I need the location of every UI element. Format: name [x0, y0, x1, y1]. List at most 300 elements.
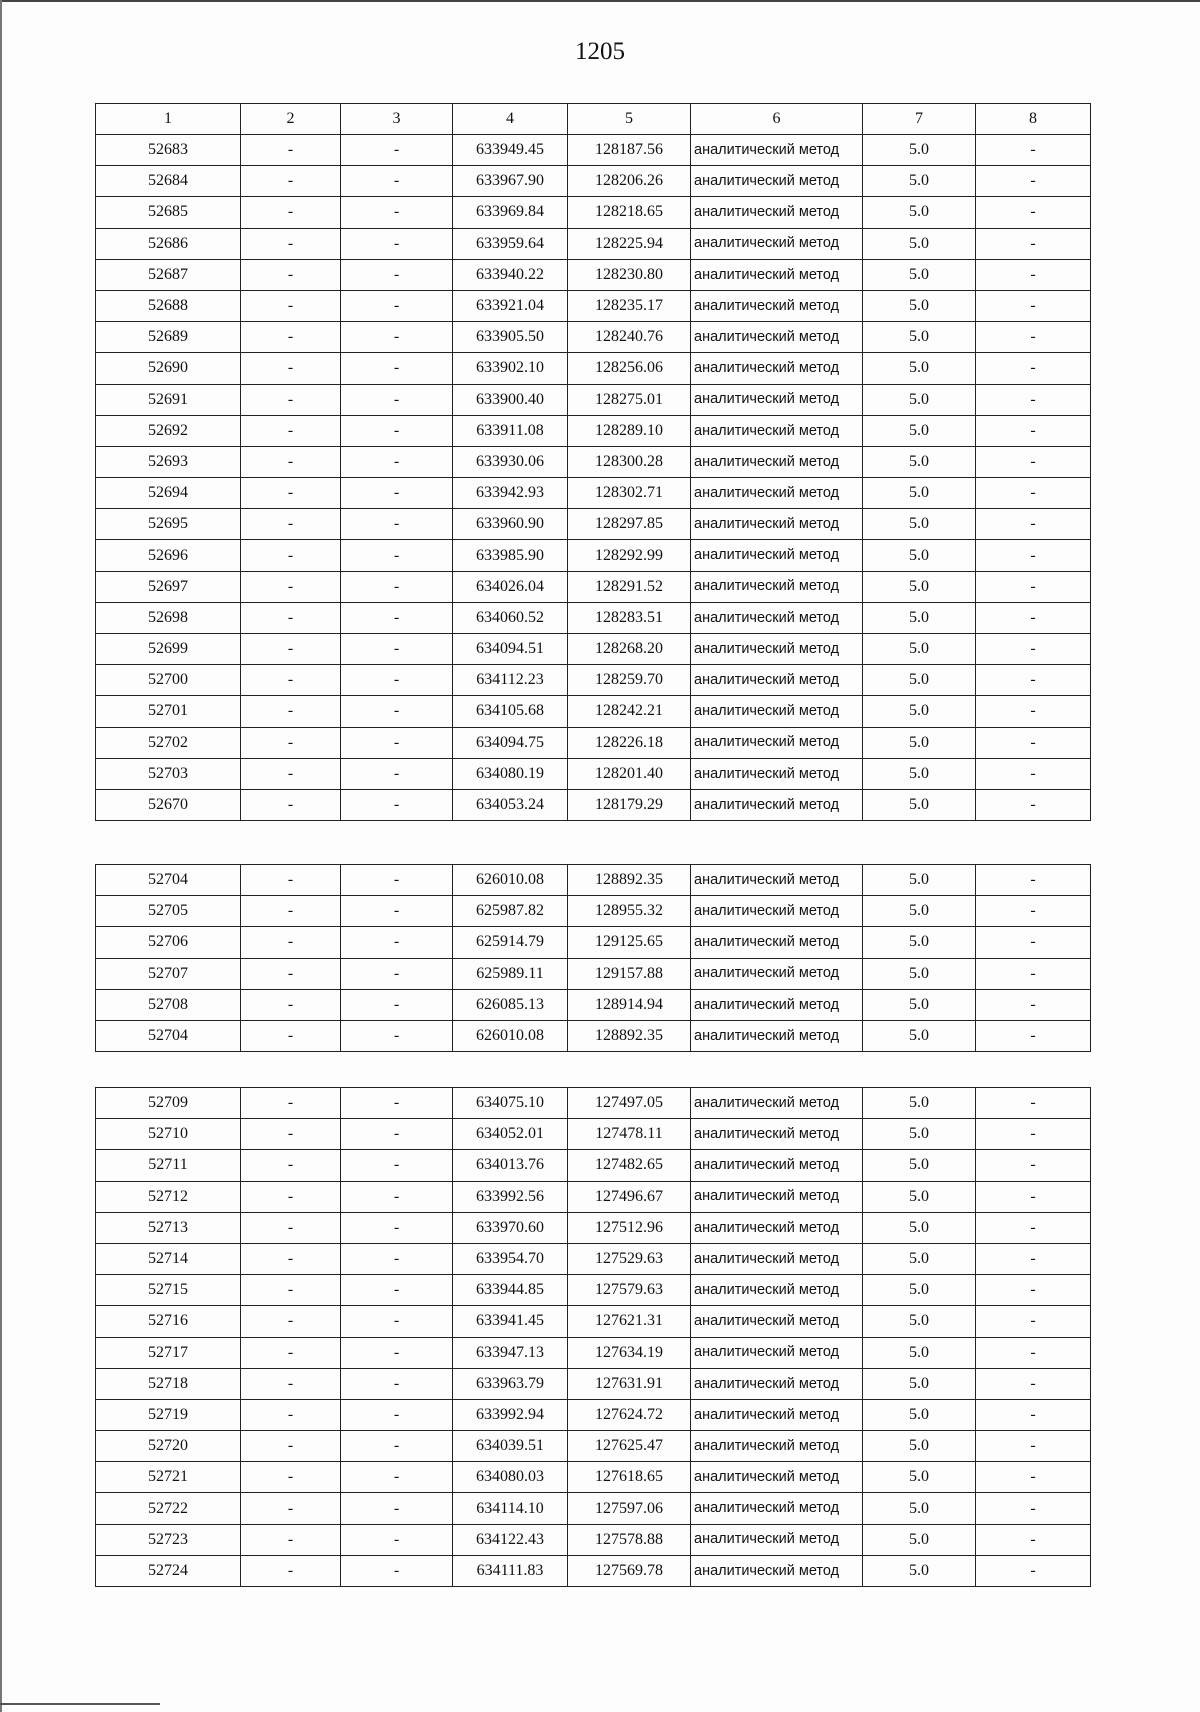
table-row — [96, 228, 1091, 259]
cell-accuracy: 5.0 — [863, 758, 976, 789]
cell-method: аналитический метод — [691, 1119, 863, 1150]
cell-coord-y: 128914.94 — [568, 989, 691, 1020]
cell-col-8: - — [976, 135, 1091, 166]
table-row — [96, 135, 1091, 166]
cell-accuracy: 5.0 — [863, 634, 976, 665]
cell-coord-x: 633992.56 — [453, 1181, 568, 1212]
cell-col-8: - — [976, 290, 1091, 321]
cell-method: аналитический метод — [691, 197, 863, 228]
cell-col-3: - — [341, 197, 453, 228]
header-coord-y: 5 — [568, 104, 691, 135]
cell-point-number: 52685 — [96, 197, 241, 228]
cell-coord-x: 633900.40 — [453, 384, 568, 415]
cell-col-3: - — [341, 1150, 453, 1181]
cell-col-8: - — [976, 602, 1091, 633]
table-row — [96, 197, 1091, 228]
cell-point-number: 52683 — [96, 135, 241, 166]
cell-coord-x: 633970.60 — [453, 1212, 568, 1243]
cell-coord-y: 127497.05 — [568, 1088, 691, 1119]
cell-accuracy: 5.0 — [863, 478, 976, 509]
cell-accuracy: 5.0 — [863, 322, 976, 353]
cell-accuracy: 5.0 — [863, 1088, 976, 1119]
cell-coord-y: 128297.85 — [568, 509, 691, 540]
cell-method: аналитический метод — [691, 602, 863, 633]
cell-coord-x: 626085.13 — [453, 989, 568, 1020]
table-row — [96, 322, 1091, 353]
cell-coord-x: 633905.50 — [453, 322, 568, 353]
cell-accuracy: 5.0 — [863, 353, 976, 384]
cell-col-3: - — [341, 865, 453, 896]
cell-coord-y: 128235.17 — [568, 290, 691, 321]
cell-coord-y: 127496.67 — [568, 1181, 691, 1212]
cell-col-3: - — [341, 927, 453, 958]
cell-coord-y: 128892.35 — [568, 1020, 691, 1051]
cell-col-2: - — [241, 634, 341, 665]
cell-accuracy: 5.0 — [863, 1275, 976, 1306]
table-row — [96, 602, 1091, 633]
cell-col-8: - — [976, 958, 1091, 989]
cell-coord-y: 127578.88 — [568, 1524, 691, 1555]
cell-accuracy: 5.0 — [863, 896, 976, 927]
cell-col-2: - — [241, 958, 341, 989]
cell-coord-y: 127634.19 — [568, 1337, 691, 1368]
cell-coord-x: 633944.85 — [453, 1275, 568, 1306]
cell-col-8: - — [976, 696, 1091, 727]
cell-col-3: - — [341, 1212, 453, 1243]
cell-method: аналитический метод — [691, 1524, 863, 1555]
cell-method: аналитический метод — [691, 789, 863, 820]
cell-method: аналитический метод — [691, 865, 863, 896]
header-col-3: 3 — [341, 104, 453, 135]
cell-point-number: 52689 — [96, 322, 241, 353]
table-row — [96, 634, 1091, 665]
cell-method: аналитический метод — [691, 1212, 863, 1243]
cell-col-8: - — [976, 1337, 1091, 1368]
cell-method: аналитический метод — [691, 228, 863, 259]
cell-point-number: 52706 — [96, 927, 241, 958]
cell-accuracy: 5.0 — [863, 384, 976, 415]
cell-method: аналитический метод — [691, 1462, 863, 1493]
cell-point-number: 52687 — [96, 259, 241, 290]
cell-coord-y: 128225.94 — [568, 228, 691, 259]
cell-point-number: 52695 — [96, 509, 241, 540]
cell-coord-x: 633985.90 — [453, 540, 568, 571]
cell-point-number: 52697 — [96, 571, 241, 602]
cell-coord-x: 625914.79 — [453, 927, 568, 958]
cell-coord-x: 634052.01 — [453, 1119, 568, 1150]
cell-col-3: - — [341, 602, 453, 633]
cell-col-3: - — [341, 353, 453, 384]
table-row — [96, 696, 1091, 727]
cell-coord-x: 633960.90 — [453, 509, 568, 540]
coordinates-table-block-3 — [95, 1087, 1091, 1587]
cell-point-number: 52702 — [96, 727, 241, 758]
cell-point-number: 52694 — [96, 478, 241, 509]
cell-col-3: - — [341, 1119, 453, 1150]
cell-accuracy: 5.0 — [863, 696, 976, 727]
cell-col-2: - — [241, 1020, 341, 1051]
cell-col-2: - — [241, 135, 341, 166]
cell-method: аналитический метод — [691, 322, 863, 353]
table-row — [96, 290, 1091, 321]
cell-method: аналитический метод — [691, 415, 863, 446]
cell-coord-y: 128955.32 — [568, 896, 691, 927]
cell-coord-y: 128268.20 — [568, 634, 691, 665]
cell-coord-x: 634060.52 — [453, 602, 568, 633]
cell-accuracy: 5.0 — [863, 1212, 976, 1243]
cell-col-3: - — [341, 1493, 453, 1524]
cell-coord-y: 128892.35 — [568, 865, 691, 896]
cell-accuracy: 5.0 — [863, 665, 976, 696]
cell-accuracy: 5.0 — [863, 259, 976, 290]
cell-col-8: - — [976, 1150, 1091, 1181]
cell-point-number: 52692 — [96, 415, 241, 446]
cell-accuracy: 5.0 — [863, 1462, 976, 1493]
cell-col-8: - — [976, 166, 1091, 197]
cell-coord-y: 128289.10 — [568, 415, 691, 446]
cell-col-8: - — [976, 259, 1091, 290]
bottom-border-line — [0, 1703, 160, 1705]
cell-col-3: - — [341, 1020, 453, 1051]
table-row — [96, 1020, 1091, 1051]
table-row — [96, 571, 1091, 602]
cell-col-3: - — [341, 1243, 453, 1274]
cell-col-2: - — [241, 1337, 341, 1368]
cell-col-2: - — [241, 353, 341, 384]
cell-coord-y: 128275.01 — [568, 384, 691, 415]
cell-point-number: 52722 — [96, 1493, 241, 1524]
cell-col-3: - — [341, 290, 453, 321]
cell-col-2: - — [241, 1306, 341, 1337]
cell-coord-y: 128292.99 — [568, 540, 691, 571]
cell-coord-y: 127512.96 — [568, 1212, 691, 1243]
cell-coord-x: 633911.08 — [453, 415, 568, 446]
cell-col-8: - — [976, 1306, 1091, 1337]
cell-coord-y: 128206.26 — [568, 166, 691, 197]
coordinates-table-block-1 — [95, 103, 1091, 821]
cell-coord-y: 127624.72 — [568, 1399, 691, 1430]
cell-accuracy: 5.0 — [863, 1555, 976, 1586]
table-row — [96, 478, 1091, 509]
cell-point-number: 52700 — [96, 665, 241, 696]
cell-coord-x: 633942.93 — [453, 478, 568, 509]
cell-point-number: 52703 — [96, 758, 241, 789]
cell-col-3: - — [341, 228, 453, 259]
cell-col-2: - — [241, 446, 341, 477]
cell-coord-y: 128283.51 — [568, 602, 691, 633]
cell-method: аналитический метод — [691, 1243, 863, 1274]
cell-col-8: - — [976, 896, 1091, 927]
cell-col-3: - — [341, 665, 453, 696]
table-row — [96, 1119, 1091, 1150]
cell-col-3: - — [341, 1431, 453, 1462]
cell-col-2: - — [241, 927, 341, 958]
cell-col-2: - — [241, 1150, 341, 1181]
cell-method: аналитический метод — [691, 290, 863, 321]
cell-method: аналитический метод — [691, 1493, 863, 1524]
cell-coord-y: 127621.31 — [568, 1306, 691, 1337]
table-row — [96, 1524, 1091, 1555]
cell-col-2: - — [241, 1088, 341, 1119]
table-row — [96, 415, 1091, 446]
cell-col-2: - — [241, 602, 341, 633]
cell-col-3: - — [341, 696, 453, 727]
table-row — [96, 1243, 1091, 1274]
cell-coord-x: 625987.82 — [453, 896, 568, 927]
cell-method: аналитический метод — [691, 696, 863, 727]
cell-method: аналитический метод — [691, 571, 863, 602]
top-border-line — [0, 0, 1200, 2]
cell-col-2: - — [241, 989, 341, 1020]
cell-coord-x: 633959.64 — [453, 228, 568, 259]
cell-col-2: - — [241, 571, 341, 602]
cell-col-3: - — [341, 135, 453, 166]
cell-coord-y: 128291.52 — [568, 571, 691, 602]
cell-method: аналитический метод — [691, 896, 863, 927]
header-coord-x: 4 — [453, 104, 568, 135]
cell-accuracy: 5.0 — [863, 1431, 976, 1462]
cell-point-number: 52715 — [96, 1275, 241, 1306]
cell-method: аналитический метод — [691, 758, 863, 789]
table-row — [96, 509, 1091, 540]
cell-method: аналитический метод — [691, 166, 863, 197]
cell-accuracy: 5.0 — [863, 865, 976, 896]
cell-point-number: 52704 — [96, 865, 241, 896]
cell-col-3: - — [341, 478, 453, 509]
cell-col-8: - — [976, 727, 1091, 758]
cell-coord-x: 634094.51 — [453, 634, 568, 665]
table-row — [96, 665, 1091, 696]
cell-method: аналитический метод — [691, 1306, 863, 1337]
cell-coord-x: 634080.03 — [453, 1462, 568, 1493]
cell-col-8: - — [976, 446, 1091, 477]
cell-col-8: - — [976, 1243, 1091, 1274]
cell-col-8: - — [976, 1462, 1091, 1493]
cell-coord-x: 634053.24 — [453, 789, 568, 820]
cell-coord-x: 634080.19 — [453, 758, 568, 789]
cell-method: аналитический метод — [691, 446, 863, 477]
cell-col-2: - — [241, 1368, 341, 1399]
cell-accuracy: 5.0 — [863, 1243, 976, 1274]
header-row — [96, 104, 1091, 135]
cell-coord-x: 634114.10 — [453, 1493, 568, 1524]
table-row — [96, 989, 1091, 1020]
table-row — [96, 540, 1091, 571]
cell-col-3: - — [341, 1275, 453, 1306]
cell-point-number: 52718 — [96, 1368, 241, 1399]
cell-coord-x: 633930.06 — [453, 446, 568, 477]
cell-col-3: - — [341, 540, 453, 571]
cell-accuracy: 5.0 — [863, 789, 976, 820]
cell-col-8: - — [976, 1181, 1091, 1212]
cell-point-number: 52719 — [96, 1399, 241, 1430]
cell-point-number: 52688 — [96, 290, 241, 321]
cell-col-2: - — [241, 896, 341, 927]
cell-col-8: - — [976, 1119, 1091, 1150]
cell-coord-y: 128300.28 — [568, 446, 691, 477]
cell-coord-x: 634039.51 — [453, 1431, 568, 1462]
cell-col-2: - — [241, 259, 341, 290]
cell-col-2: - — [241, 789, 341, 820]
table-row — [96, 1399, 1091, 1430]
cell-method: аналитический метод — [691, 1275, 863, 1306]
cell-accuracy: 5.0 — [863, 602, 976, 633]
cell-col-8: - — [976, 1399, 1091, 1430]
cell-coord-y: 128256.06 — [568, 353, 691, 384]
cell-method: аналитический метод — [691, 958, 863, 989]
cell-col-2: - — [241, 1212, 341, 1243]
cell-col-3: - — [341, 1088, 453, 1119]
cell-coord-y: 127631.91 — [568, 1368, 691, 1399]
cell-point-number: 52713 — [96, 1212, 241, 1243]
table-row — [96, 1493, 1091, 1524]
cell-point-number: 52670 — [96, 789, 241, 820]
cell-accuracy: 5.0 — [863, 1399, 976, 1430]
cell-col-8: - — [976, 571, 1091, 602]
cell-method: аналитический метод — [691, 540, 863, 571]
cell-coord-y: 127625.47 — [568, 1431, 691, 1462]
table-row — [96, 1337, 1091, 1368]
cell-col-8: - — [976, 1212, 1091, 1243]
cell-coord-x: 634105.68 — [453, 696, 568, 727]
cell-coord-x: 633969.84 — [453, 197, 568, 228]
cell-coord-x: 633902.10 — [453, 353, 568, 384]
cell-col-2: - — [241, 727, 341, 758]
cell-point-number: 52699 — [96, 634, 241, 665]
cell-point-number: 52707 — [96, 958, 241, 989]
header-accuracy: 7 — [863, 104, 976, 135]
cell-accuracy: 5.0 — [863, 1150, 976, 1181]
cell-method: аналитический метод — [691, 1181, 863, 1212]
cell-accuracy: 5.0 — [863, 1337, 976, 1368]
table-row — [96, 789, 1091, 820]
cell-method: аналитический метод — [691, 727, 863, 758]
cell-col-8: - — [976, 415, 1091, 446]
cell-col-3: - — [341, 1306, 453, 1337]
cell-coord-x: 625989.11 — [453, 958, 568, 989]
cell-method: аналитический метод — [691, 259, 863, 290]
cell-coord-x: 633963.79 — [453, 1368, 568, 1399]
cell-method: аналитический метод — [691, 1555, 863, 1586]
cell-col-8: - — [976, 1524, 1091, 1555]
cell-col-2: - — [241, 1119, 341, 1150]
cell-point-number: 52721 — [96, 1462, 241, 1493]
cell-accuracy: 5.0 — [863, 135, 976, 166]
cell-coord-x: 634094.75 — [453, 727, 568, 758]
cell-accuracy: 5.0 — [863, 958, 976, 989]
table-row — [96, 758, 1091, 789]
cell-accuracy: 5.0 — [863, 540, 976, 571]
cell-col-3: - — [341, 1399, 453, 1430]
cell-col-3: - — [341, 571, 453, 602]
table-row — [96, 384, 1091, 415]
cell-point-number: 52693 — [96, 446, 241, 477]
cell-col-3: - — [341, 1462, 453, 1493]
cell-accuracy: 5.0 — [863, 1306, 976, 1337]
cell-point-number: 52710 — [96, 1119, 241, 1150]
cell-accuracy: 5.0 — [863, 927, 976, 958]
cell-point-number: 52716 — [96, 1306, 241, 1337]
table-row — [96, 927, 1091, 958]
cell-point-number: 52684 — [96, 166, 241, 197]
cell-coord-x: 633967.90 — [453, 166, 568, 197]
cell-accuracy: 5.0 — [863, 727, 976, 758]
cell-point-number: 52690 — [96, 353, 241, 384]
cell-coord-y: 127569.78 — [568, 1555, 691, 1586]
table-row — [96, 446, 1091, 477]
cell-col-8: - — [976, 1020, 1091, 1051]
cell-col-8: - — [976, 789, 1091, 820]
cell-coord-y: 128230.80 — [568, 259, 691, 290]
cell-method: аналитический метод — [691, 353, 863, 384]
cell-col-3: - — [341, 989, 453, 1020]
cell-method: аналитический метод — [691, 989, 863, 1020]
cell-col-3: - — [341, 322, 453, 353]
cell-col-8: - — [976, 1368, 1091, 1399]
cell-accuracy: 5.0 — [863, 509, 976, 540]
cell-accuracy: 5.0 — [863, 446, 976, 477]
cell-col-8: - — [976, 1493, 1091, 1524]
cell-col-3: - — [341, 1524, 453, 1555]
cell-point-number: 52698 — [96, 602, 241, 633]
cell-col-8: - — [976, 927, 1091, 958]
cell-col-2: - — [241, 758, 341, 789]
cell-accuracy: 5.0 — [863, 197, 976, 228]
cell-col-2: - — [241, 1431, 341, 1462]
cell-coord-x: 626010.08 — [453, 865, 568, 896]
cell-col-3: - — [341, 1181, 453, 1212]
cell-coord-x: 634075.10 — [453, 1088, 568, 1119]
cell-col-2: - — [241, 665, 341, 696]
cell-method: аналитический метод — [691, 1088, 863, 1119]
cell-point-number: 52724 — [96, 1555, 241, 1586]
cell-coord-x: 634111.83 — [453, 1555, 568, 1586]
cell-method: аналитический метод — [691, 1368, 863, 1399]
cell-point-number: 52712 — [96, 1181, 241, 1212]
cell-method: аналитический метод — [691, 1150, 863, 1181]
cell-accuracy: 5.0 — [863, 1020, 976, 1051]
cell-coord-x: 634122.43 — [453, 1524, 568, 1555]
table-row — [96, 1212, 1091, 1243]
cell-accuracy: 5.0 — [863, 415, 976, 446]
table-row — [96, 727, 1091, 758]
table-row — [96, 1306, 1091, 1337]
cell-col-2: - — [241, 228, 341, 259]
cell-col-2: - — [241, 1462, 341, 1493]
cell-col-2: - — [241, 1181, 341, 1212]
cell-col-3: - — [341, 758, 453, 789]
cell-accuracy: 5.0 — [863, 290, 976, 321]
table-row — [96, 1181, 1091, 1212]
cell-accuracy: 5.0 — [863, 1181, 976, 1212]
cell-col-2: - — [241, 166, 341, 197]
cell-coord-x: 633947.13 — [453, 1337, 568, 1368]
cell-coord-x: 633949.45 — [453, 135, 568, 166]
cell-method: аналитический метод — [691, 1431, 863, 1462]
cell-point-number: 52705 — [96, 896, 241, 927]
cell-col-3: - — [341, 634, 453, 665]
table-row — [96, 896, 1091, 927]
cell-col-3: - — [341, 509, 453, 540]
page-number: 1205 — [575, 38, 625, 65]
header-point-number: 1 — [96, 104, 241, 135]
cell-point-number: 52709 — [96, 1088, 241, 1119]
table-row — [96, 958, 1091, 989]
cell-col-8: - — [976, 1431, 1091, 1462]
cell-col-2: - — [241, 415, 341, 446]
cell-col-8: - — [976, 353, 1091, 384]
cell-point-number: 52701 — [96, 696, 241, 727]
